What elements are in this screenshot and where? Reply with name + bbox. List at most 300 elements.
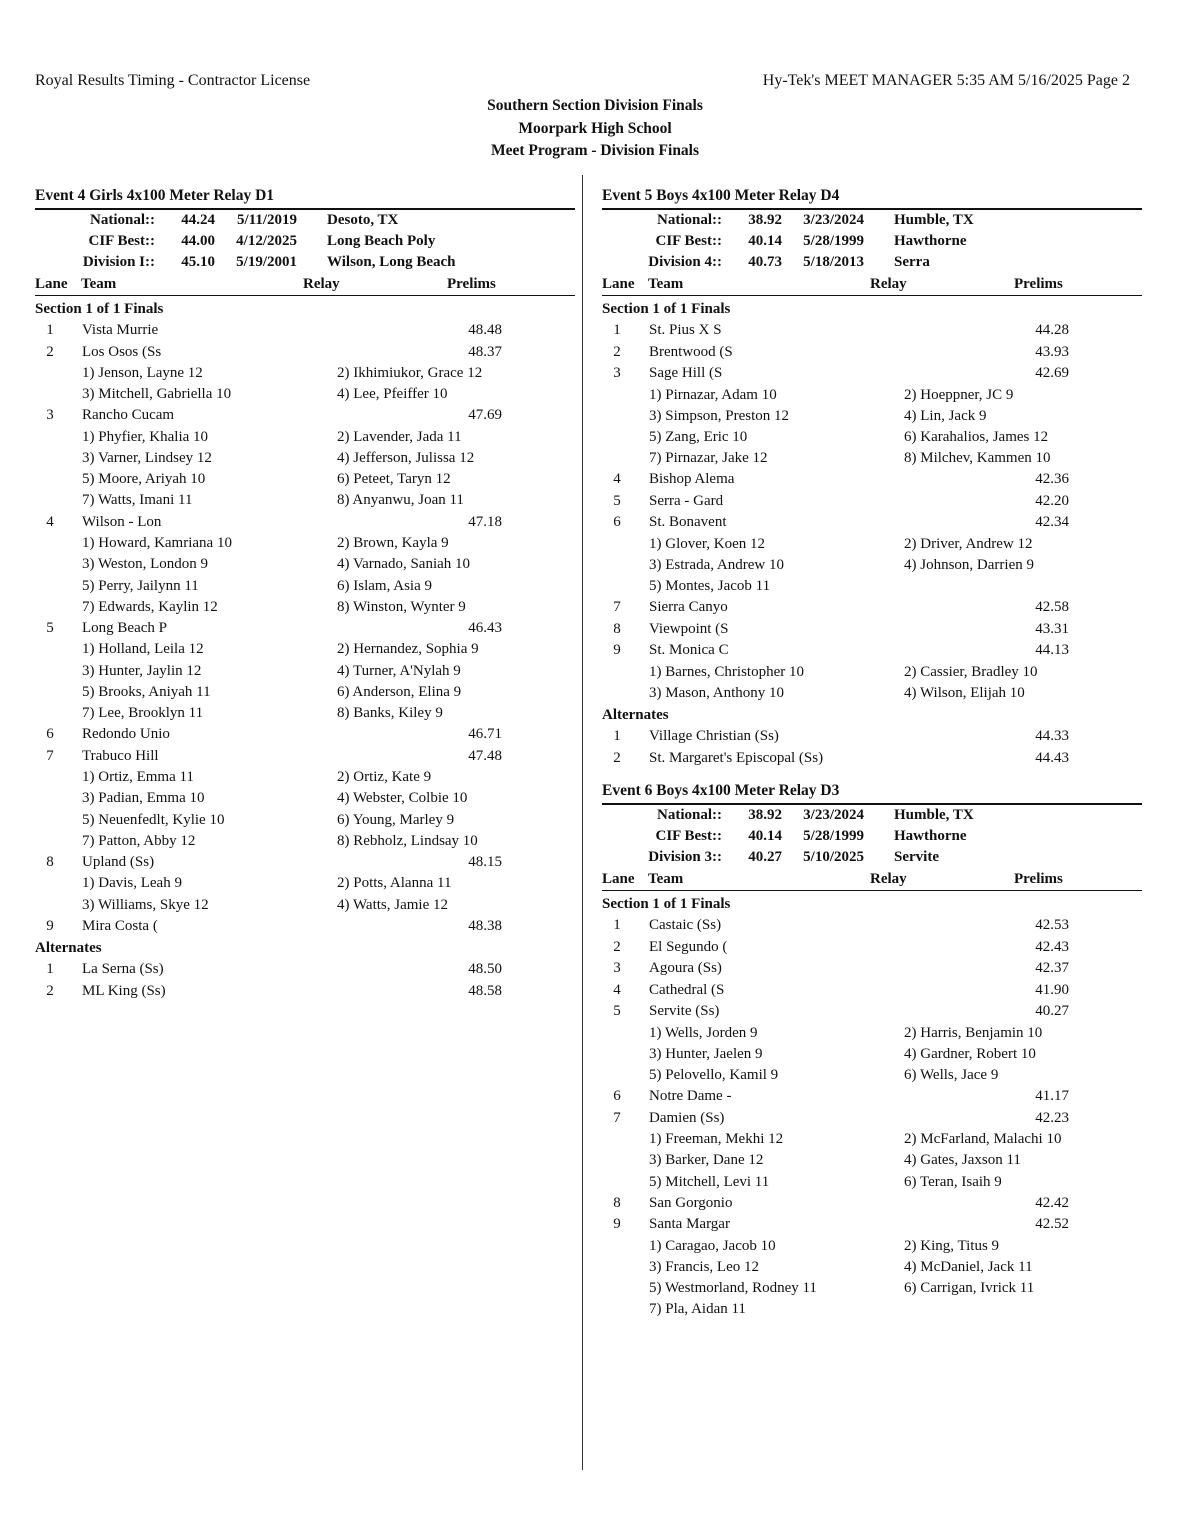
col-team: Team xyxy=(648,276,684,292)
prelim-time: 41.17 xyxy=(1035,1088,1069,1105)
team-name: Los Osos (Ss xyxy=(82,343,162,360)
relay-members-row xyxy=(35,810,575,831)
entry-row xyxy=(35,405,575,427)
record-row xyxy=(602,210,1142,231)
records-table xyxy=(602,805,1142,868)
relay-member: 1) Holland, Leila 12 xyxy=(82,641,204,658)
relay-member: 4) Turner, A'Nylah 9 xyxy=(337,662,461,679)
team-name: ML King (Ss) xyxy=(82,982,166,999)
relay-member: 5) Neuenfedlt, Kylie 10 xyxy=(82,811,225,828)
relay-member: 8) Rebholz, Lindsay 10 xyxy=(337,832,478,849)
team-name: San Gorgonio xyxy=(649,1194,733,1211)
section-title: Section 1 of 1 Finals xyxy=(35,301,164,317)
prelim-time: 42.53 xyxy=(1035,917,1069,934)
relay-members-row xyxy=(602,1150,1142,1171)
lane-number: 2 xyxy=(46,343,54,360)
record-row xyxy=(35,231,575,252)
prelim-time: 48.58 xyxy=(468,982,502,999)
relay-members-row xyxy=(602,1299,1142,1320)
alternates-title: Alternates xyxy=(35,940,102,957)
lane-number: 5 xyxy=(613,492,621,509)
prelim-time: 42.23 xyxy=(1035,1109,1069,1126)
col-prelims: Prelims xyxy=(1014,276,1063,292)
lane-number: 1 xyxy=(46,322,54,338)
record-date: 5/19/2001 xyxy=(236,254,297,270)
entry-row xyxy=(602,937,1142,959)
relay-members-row xyxy=(602,576,1142,597)
lane-number: 2 xyxy=(613,343,621,360)
lane-number: 4 xyxy=(613,471,621,488)
column-headers xyxy=(602,273,1142,296)
relay-member: 3) Hunter, Jaylin 12 xyxy=(82,662,202,679)
alternates-title: Alternates xyxy=(602,707,669,724)
relay-member: 5) Montes, Jacob 11 xyxy=(649,578,771,595)
lane-number: 9 xyxy=(613,1216,621,1233)
relay-member: 5) Pelovello, Kamil 9 xyxy=(649,1067,779,1084)
column-headers xyxy=(35,273,575,296)
lane-number: 3 xyxy=(613,960,621,977)
prelim-time: 46.71 xyxy=(468,726,502,743)
event-title: Event 4 Girls 4x100 Meter Relay D1 xyxy=(35,186,575,210)
relay-members-row xyxy=(602,1236,1142,1257)
relay-members-row xyxy=(35,873,575,894)
relay-members-row xyxy=(35,767,575,788)
record-date: 5/18/2013 xyxy=(803,254,864,270)
relay-member: 8) Milchev, Kammen 10 xyxy=(904,450,1051,467)
record-row xyxy=(35,210,575,231)
relay-member: 6) Wells, Jace 9 xyxy=(904,1067,999,1084)
prelim-time: 43.31 xyxy=(1035,620,1069,637)
entry-row xyxy=(35,724,575,746)
section-title: Section 1 of 1 Finals xyxy=(602,301,731,317)
record-place: Humble, TX xyxy=(894,212,974,228)
relay-members-row xyxy=(35,788,575,809)
entry-row xyxy=(35,320,575,342)
relay-member: 1) Glover, Koen 12 xyxy=(649,535,766,552)
relay-member: 4) Lin, Jack 9 xyxy=(904,407,987,424)
entry-row xyxy=(35,342,575,364)
team-name: Vista Murrie xyxy=(82,322,159,338)
relay-member: 7) Pla, Aidan 11 xyxy=(649,1301,746,1318)
entry-row xyxy=(602,320,1142,342)
relay-members-row xyxy=(35,661,575,682)
col-prelims: Prelims xyxy=(1014,871,1063,888)
record-date: 5/28/1999 xyxy=(803,233,864,249)
record-time: 40.27 xyxy=(748,849,782,866)
event-title: Event 6 Boys 4x100 Meter Relay D3 xyxy=(602,781,1142,805)
prelim-time: 42.69 xyxy=(1035,365,1069,381)
relay-member: 2) Hoeppner, JC 9 xyxy=(904,386,1014,403)
lane-number: 6 xyxy=(613,514,621,531)
relay-members-row xyxy=(35,469,575,490)
record-place: Hawthorne xyxy=(894,828,967,845)
col-prelims: Prelims xyxy=(447,276,496,292)
relay-member: 3) Varner, Lindsey 12 xyxy=(82,450,212,467)
left-column xyxy=(35,186,575,1014)
relay-members-row xyxy=(602,385,1142,406)
relay-members-row xyxy=(35,448,575,469)
relay-members-row xyxy=(35,831,575,852)
relay-member: 5) Perry, Jailynn 11 xyxy=(82,577,199,594)
relay-member: 2) Cassier, Bradley 10 xyxy=(904,663,1038,680)
relay-member: 5) Brooks, Aniyah 11 xyxy=(82,683,211,700)
record-label: Division I:: xyxy=(82,254,155,270)
team-name: Serra - Gard xyxy=(649,492,724,509)
lane-number: 7 xyxy=(613,599,621,616)
record-row xyxy=(602,847,1142,868)
team-name: Viewpoint (S xyxy=(649,620,729,637)
entry-row xyxy=(602,619,1142,641)
meet-titles xyxy=(0,95,1190,163)
record-date: 3/23/2024 xyxy=(803,807,864,824)
col-lane: Lane xyxy=(602,276,635,292)
relay-member: 6) Karahalios, James 12 xyxy=(904,428,1049,445)
record-place: Servite xyxy=(894,849,939,866)
team-name: St. Bonavent xyxy=(649,514,727,531)
entry-row xyxy=(602,597,1142,619)
team-name: Damien (Ss) xyxy=(649,1109,725,1126)
prelim-time: 48.50 xyxy=(468,961,502,978)
col-relay: Relay xyxy=(870,276,907,292)
relay-member: 2) Ortiz, Kate 9 xyxy=(337,769,432,786)
col-relay: Relay xyxy=(870,871,907,888)
records-table xyxy=(602,210,1142,273)
team-name: Agoura (Ss) xyxy=(649,960,722,977)
record-time: 44.24 xyxy=(181,212,215,228)
meet-venue: Moorpark High School xyxy=(518,119,672,137)
team-name: Trabuco Hill xyxy=(82,747,159,764)
relay-members-row xyxy=(35,533,575,554)
entry-row xyxy=(602,342,1142,364)
relay-members-row xyxy=(602,406,1142,427)
record-time: 40.14 xyxy=(748,828,782,845)
alternate-row xyxy=(35,981,575,1003)
record-place: Serra xyxy=(894,254,930,270)
relay-members-row xyxy=(35,554,575,575)
section-title: Section 1 of 1 Finals xyxy=(602,896,731,913)
relay-member: 2) Driver, Andrew 12 xyxy=(904,535,1033,552)
lane-number: 9 xyxy=(613,642,621,659)
relay-members-row xyxy=(602,1065,1142,1086)
team-name: Village Christian (Ss) xyxy=(649,728,779,745)
relay-members-row xyxy=(602,427,1142,448)
event-block xyxy=(602,186,1142,769)
entry-row xyxy=(35,618,575,640)
relay-member: 4) Lee, Pfeiffer 10 xyxy=(337,386,448,403)
relay-member: 3) Williams, Skye 12 xyxy=(82,896,209,913)
relay-member: 2) Brown, Kayla 9 xyxy=(337,535,449,552)
relay-member: 8) Winston, Wynter 9 xyxy=(337,598,466,615)
relay-members-row xyxy=(35,639,575,660)
team-name: Bishop Alema xyxy=(649,471,735,488)
record-label: National:: xyxy=(657,212,722,228)
prelim-time: 42.20 xyxy=(1035,492,1069,509)
entry-row xyxy=(602,491,1142,513)
lane-number: 5 xyxy=(613,1003,621,1020)
record-place: Long Beach Poly xyxy=(327,233,436,249)
relay-member: 3) Padian, Emma 10 xyxy=(82,790,205,807)
team-name: Castaic (Ss) xyxy=(649,917,722,934)
lane-number: 7 xyxy=(46,747,54,764)
relay-member: 6) Peteet, Taryn 12 xyxy=(337,471,451,488)
prelim-time: 42.43 xyxy=(1035,938,1069,955)
col-team: Team xyxy=(648,871,684,888)
relay-member: 4) Jefferson, Julissa 12 xyxy=(337,450,475,467)
lane-number: 4 xyxy=(46,513,54,530)
lane-number: 2 xyxy=(613,749,621,766)
relay-member: 5) Westmorland, Rodney 11 xyxy=(649,1280,817,1297)
lane-number: 8 xyxy=(46,853,54,870)
lane-number: 4 xyxy=(613,981,621,998)
record-place: Wilson, Long Beach xyxy=(327,254,456,270)
team-name: Upland (Ss) xyxy=(82,853,155,870)
relay-member: 1) Davis, Leah 9 xyxy=(82,875,182,892)
prelim-time: 47.18 xyxy=(468,513,502,530)
relay-member: 4) Varnado, Saniah 10 xyxy=(337,556,471,573)
prelim-time: 42.58 xyxy=(1035,599,1069,616)
entry-row xyxy=(602,512,1142,534)
relay-member: 3) Weston, London 9 xyxy=(82,556,209,573)
meet-program: Meet Program - Division Finals xyxy=(490,142,700,159)
record-date: 5/10/2025 xyxy=(803,849,864,866)
col-lane: Lane xyxy=(602,871,635,888)
relay-member: 4) McDaniel, Jack 11 xyxy=(904,1259,1033,1275)
relay-members-row xyxy=(35,363,575,384)
entry-row xyxy=(602,640,1142,662)
lane-number: 1 xyxy=(46,961,54,978)
entry-row xyxy=(602,958,1142,980)
relay-members-row xyxy=(602,662,1142,683)
lane-number: 6 xyxy=(613,1088,621,1105)
team-name: Cathedral (S xyxy=(649,981,725,998)
record-row xyxy=(602,805,1142,826)
relay-member: 4) Watts, Jamie 12 xyxy=(337,896,448,913)
relay-members-row xyxy=(35,490,575,511)
relay-member: 1) Wells, Jorden 9 xyxy=(649,1024,758,1041)
relay-member: 4) Webster, Colbie 10 xyxy=(337,790,468,807)
entry-row xyxy=(602,915,1142,937)
relay-member: 4) Gates, Jaxson 11 xyxy=(904,1152,1021,1169)
relay-member: 1) Barnes, Christopher 10 xyxy=(649,663,804,680)
prelim-time: 48.37 xyxy=(468,343,502,360)
relay-members-row xyxy=(602,1257,1142,1278)
relay-member: 7) Patton, Abby 12 xyxy=(82,832,196,849)
relay-member: 5) Mitchell, Levi 11 xyxy=(649,1173,770,1190)
entry-row xyxy=(35,512,575,534)
header-right: Hy-Tek's MEET MANAGER 5:35 AM 5/16/2025 Page 2 xyxy=(762,72,1130,89)
lane-number: 1 xyxy=(613,728,621,745)
record-date: 3/23/2024 xyxy=(803,212,864,228)
relay-member: 3) Estrada, Andrew 10 xyxy=(649,556,784,573)
record-place: Humble, TX xyxy=(894,807,974,824)
relay-member: 8) Anyanwu, Joan 11 xyxy=(337,492,464,509)
prelim-time: 42.34 xyxy=(1035,514,1069,531)
relay-members-row xyxy=(602,1023,1142,1044)
relay-member: 3) Mitchell, Gabriella 10 xyxy=(82,386,232,403)
relay-members-row xyxy=(602,1172,1142,1193)
alternate-row xyxy=(602,726,1142,748)
relay-members-row xyxy=(35,895,575,916)
relay-member: 6) Islam, Asia 9 xyxy=(337,577,432,594)
entry-row xyxy=(602,469,1142,491)
relay-member: 4) Gardner, Robert 10 xyxy=(904,1045,1036,1062)
relay-members-row xyxy=(602,1129,1142,1150)
prelim-time: 48.38 xyxy=(468,917,502,934)
entry-row xyxy=(602,363,1142,385)
relay-member: 6) Young, Marley 9 xyxy=(337,811,455,828)
entry-row xyxy=(602,1193,1142,1215)
alternate-row xyxy=(602,748,1142,770)
relay-members-row xyxy=(602,1278,1142,1299)
relay-members-row xyxy=(602,555,1142,576)
relay-member: 6) Carrigan, Ivrick 11 xyxy=(904,1280,1035,1297)
record-date: 4/12/2025 xyxy=(236,233,297,249)
record-label: CIF Best:: xyxy=(88,233,155,249)
relay-members-row xyxy=(35,576,575,597)
team-name: Long Beach P xyxy=(82,619,167,636)
relay-member: 1) Jenson, Layne 12 xyxy=(82,365,203,381)
record-row xyxy=(35,252,575,273)
relay-member: 7) Edwards, Kaylin 12 xyxy=(82,598,218,615)
entry-row xyxy=(35,852,575,874)
entry-row xyxy=(602,1108,1142,1130)
team-name: Servite (Ss) xyxy=(649,1003,720,1020)
prelim-time: 48.48 xyxy=(468,322,502,338)
relay-member: 2) Ikhimiukor, Grace 12 xyxy=(337,365,483,381)
prelim-time: 42.36 xyxy=(1035,471,1069,488)
record-place: Desoto, TX xyxy=(327,212,399,228)
prelim-time: 44.33 xyxy=(1035,728,1069,745)
event-block xyxy=(602,781,1142,1320)
relay-member: 1) Howard, Kamriana 10 xyxy=(82,535,232,552)
relay-members-row xyxy=(35,597,575,618)
relay-members-row xyxy=(35,384,575,405)
lane-number: 9 xyxy=(46,917,54,934)
relay-member: 3) Hunter, Jaelen 9 xyxy=(649,1045,763,1062)
team-name: La Serna (Ss) xyxy=(82,961,164,978)
relay-member: 2) King, Titus 9 xyxy=(904,1237,1000,1254)
team-name: Santa Margar xyxy=(649,1216,730,1233)
record-row xyxy=(602,231,1142,252)
header-left: Royal Results Timing - Contractor License xyxy=(35,72,311,89)
prelim-time: 42.52 xyxy=(1035,1216,1069,1233)
relay-members-row xyxy=(602,1044,1142,1065)
prelim-time: 48.15 xyxy=(468,853,502,870)
relay-member: 1) Pirnazar, Adam 10 xyxy=(649,386,777,403)
lane-number: 8 xyxy=(613,1194,621,1211)
record-label: CIF Best:: xyxy=(655,828,722,845)
prelim-time: 43.93 xyxy=(1035,343,1069,360)
prelim-time: 40.27 xyxy=(1035,1003,1069,1020)
prelim-time: 44.28 xyxy=(1035,322,1069,338)
entry-row xyxy=(35,746,575,768)
team-name: Rancho Cucam xyxy=(82,407,175,424)
relay-members-row xyxy=(35,703,575,724)
lane-number: 3 xyxy=(613,365,621,381)
column-divider xyxy=(582,175,583,1470)
relay-member: 3) Mason, Anthony 10 xyxy=(649,685,784,701)
record-label: CIF Best:: xyxy=(655,233,722,249)
team-name: Brentwood (S xyxy=(649,343,733,360)
relay-member: 2) Lavender, Jada 11 xyxy=(337,428,462,445)
relay-member: 2) Harris, Benjamin 10 xyxy=(904,1024,1043,1041)
record-label: Division 3:: xyxy=(648,849,722,866)
entry-row xyxy=(35,916,575,938)
relay-member: 5) Zang, Eric 10 xyxy=(649,428,748,445)
relay-member: 7) Lee, Brooklyn 11 xyxy=(82,704,204,721)
records-table xyxy=(35,210,575,273)
col-relay: Relay xyxy=(303,276,340,292)
entry-row xyxy=(602,1214,1142,1236)
column-headers xyxy=(602,868,1142,891)
team-name: Mira Costa ( xyxy=(82,917,158,934)
alternate-row xyxy=(35,959,575,981)
record-row xyxy=(602,252,1142,273)
prelim-time: 47.48 xyxy=(468,747,502,764)
lane-number: 6 xyxy=(46,726,54,743)
right-column xyxy=(602,186,1142,1333)
record-place: Hawthorne xyxy=(894,233,967,249)
relay-member: 6) Anderson, Elina 9 xyxy=(337,683,462,700)
lane-number: 3 xyxy=(46,407,54,424)
record-row xyxy=(602,826,1142,847)
team-name: Notre Dame - xyxy=(649,1088,732,1105)
team-name: St. Monica C xyxy=(649,642,729,659)
relay-member: 7) Watts, Imani 11 xyxy=(82,492,193,509)
relay-members-row xyxy=(602,448,1142,469)
relay-member: 7) Pirnazar, Jake 12 xyxy=(649,450,768,467)
record-time: 40.73 xyxy=(748,254,782,270)
relay-member: 5) Moore, Ariyah 10 xyxy=(82,471,206,488)
relay-member: 4) Johnson, Darrien 9 xyxy=(904,556,1034,573)
entry-row xyxy=(602,980,1142,1002)
record-label: National:: xyxy=(90,212,155,228)
record-label: National:: xyxy=(657,807,722,824)
record-date: 5/28/1999 xyxy=(803,828,864,845)
lane-number: 5 xyxy=(46,619,54,636)
relay-member: 1) Phyfier, Khalia 10 xyxy=(82,428,209,445)
lane-number: 1 xyxy=(613,322,621,338)
relay-members-row xyxy=(602,683,1142,704)
record-time: 38.92 xyxy=(748,212,782,228)
relay-member: 4) Wilson, Elijah 10 xyxy=(904,685,1025,701)
entry-row xyxy=(602,1086,1142,1108)
meet-title: Southern Section Division Finals xyxy=(487,97,703,114)
prelim-time: 47.69 xyxy=(468,407,502,424)
record-label: Division 4:: xyxy=(648,254,722,270)
lane-number: 2 xyxy=(613,938,621,955)
relay-member: 6) Teran, Isaih 9 xyxy=(904,1173,1002,1190)
relay-members-row xyxy=(602,534,1142,555)
record-date: 5/11/2019 xyxy=(236,212,297,228)
lane-number: 2 xyxy=(46,982,54,999)
relay-member: 1) Freeman, Mekhi 12 xyxy=(649,1131,784,1148)
event-title: Event 5 Boys 4x100 Meter Relay D4 xyxy=(602,186,1142,210)
team-name: Sierra Canyo xyxy=(649,599,728,616)
team-name: St. Pius X S xyxy=(649,322,722,338)
relay-member: 3) Francis, Leo 12 xyxy=(649,1259,759,1275)
relay-member: 2) McFarland, Malachi 10 xyxy=(904,1131,1062,1148)
team-name: Sage Hill (S xyxy=(649,365,723,381)
prelim-time: 46.43 xyxy=(468,619,502,636)
event-block xyxy=(35,186,575,1002)
prelim-time: 42.37 xyxy=(1035,960,1069,977)
col-lane: Lane xyxy=(35,276,68,292)
prelim-time: 42.42 xyxy=(1035,1194,1069,1211)
team-name: St. Margaret's Episcopal (Ss) xyxy=(649,749,824,766)
team-name: El Segundo ( xyxy=(649,938,728,955)
record-time: 44.00 xyxy=(181,233,215,249)
